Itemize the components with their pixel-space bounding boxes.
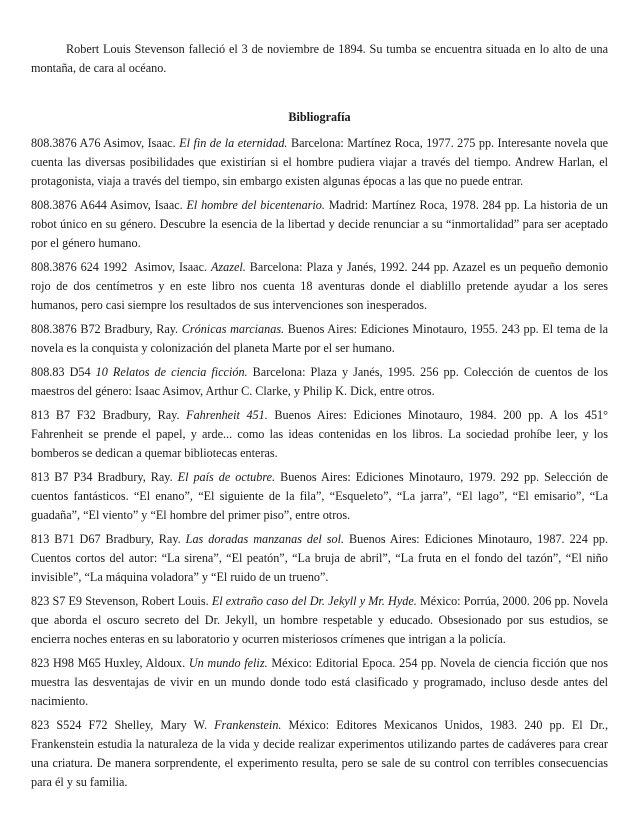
entry-title: El extraño caso del Dr. Jekyll y Mr. Hyde. (211, 594, 417, 608)
entry-author: Bradbury, Ray. (102, 408, 180, 422)
bibliography-entry (31, 716, 608, 792)
entry-author: Asimov, Isaac. (103, 136, 176, 150)
call-number: 808.83 D54 (31, 365, 91, 379)
bibliography-entry (31, 196, 608, 253)
bibliography-entry (31, 654, 608, 711)
entry-description: Buenos Aires: Ediciones Minotauro, 1987. 224 pp. Cuentos cortos del autor: “La sirena”, “El peatón”, “La bruja de abril”, “La fruta en el fondo del tazón”, “El niño invisible”, “La máquina voladora” y “El ruido de un trueno”. (31, 532, 609, 584)
call-number: 813 B7 P34 (31, 470, 93, 484)
bibliography-entry (31, 363, 608, 401)
entry-description: Buenos Aires: Ediciones Minotauro, 1984. 200 pp. A los 451° Fahrenheit se prende el papel, y arde... como las ideas contenidas en los libros. La sociedad prohíbe leer, y los bomberos se dedican a quemar bibliotecas enteras. (31, 408, 609, 460)
entry-description: Buenos Aires: Ediciones Minotauro, 1979. 292 pp. Selección de cuentos fantásticos. “El enano”, “El siguiente de la fila”, “Esqueleto”, “La jarra”, “El lago”, “El emisario”, “La guadaña”, “El viento” y “El hombre del primer piso”, entre otros. (31, 470, 609, 522)
bibliography-entry (31, 134, 608, 191)
entry-description: México: Porrúa, 2000. 206 pp. Novela que aborda el oscuro secreto del Dr. Jekyll, un hombre respetable y educado. Obsesionado por sus estudios, se encierra noches enteras en su laboratorio y ocurren misteriosos crímenes que intrigan a la policía. (31, 594, 609, 646)
entry-title: El hombre del bicentenario. (186, 198, 325, 212)
bibliography-entry (31, 406, 608, 463)
intro-paragraph: Robert Louis Stevenson falleció el 3 de noviembre de 1894. Su tumba se encuentra situada en lo alto de una montaña, de cara al océano. (31, 42, 608, 75)
entry-title: El fin de la eternidad. (179, 136, 288, 150)
bibliography-entry (31, 258, 608, 315)
entry-author: Huxley, Aldoux. (104, 656, 186, 670)
entry-title: Las doradas manzanas del sol. (185, 532, 345, 546)
entry-author: Stevenson, Robert Louis. (85, 594, 209, 608)
entry-title: El país de octubre. (177, 470, 276, 484)
entry-title: Crónicas marcianas. (181, 322, 285, 336)
call-number: 823 S7 E9 (31, 594, 83, 608)
entry-title: Fahrenheit 451. (186, 408, 268, 422)
call-number: 808.3876 B72 (31, 322, 101, 336)
entry-author: Asimov, Isaac. (134, 260, 208, 274)
entry-description: Buenos Aires: Ediciones Minotauro, 1955. 243 pp. El tema de la novela es la conquista y colonización del planeta Marte por el ser humano. (31, 322, 609, 355)
call-number: 808.3876 624 1992 (31, 260, 128, 274)
bibliography-entry (31, 320, 608, 358)
bibliography-entry (31, 468, 608, 525)
entry-title: Frankenstein. (214, 718, 282, 732)
entry-author: Shelley, Mary W. (114, 718, 208, 732)
bibliography-heading: Bibliografía (288, 110, 351, 124)
entry-description: Barcelona: Martínez Roca, 1977. 275 pp. Interesante novela que cuenta las diversas posibilidades que existirían si el hombre pudiera viajar a través del tiempo. Andrew Harlan, el protagonista, viaja a través del tiempo, sin embargo existen algunas épocas a las que no puede entrar. (31, 136, 609, 188)
entry-description: México: Editores Mexicanos Unidos, 1983. 240 pp. El Dr., Frankenstein estudia la naturaleza de la vida y decide realizar experimentos utilizando partes de cadáveres para crear una criatura. De manera sorprendente, el experimento resulta, pero se sale de su control con terribles consecuencias para él y su familia. (31, 718, 609, 789)
call-number: 823 S524 F72 (31, 718, 108, 732)
entry-title: Un mundo feliz. (188, 656, 268, 670)
entry-description: Barcelona: Plaza y Janés, 1995. 256 pp. Colección de cuentos de los maestros del género: Isaac Asimov, Arthur C. Clarke, y Philip K. Dick, entre otros. (31, 365, 608, 398)
entry-author: Bradbury, Ray. (97, 470, 173, 484)
call-number: 813 B7 F32 (31, 408, 96, 422)
entry-description: Barcelona: Plaza y Janés, 1992. 244 pp. Azazel es un pequeño demonio rojo de dos centímetros y en este libro nos cuenta 18 aventuras donde el diablillo pretende ayudar a los seres humanos, pero casi siempre los resultados de sus intervenciones son inesperados. (31, 260, 608, 312)
entry-description: México: Editorial Epoca. 254 pp. Novela de ciencia ficción que nos muestra las desventajas de vivir en un mundo donde todo está clasificado y programado, incluso desde antes del nacimiento. (31, 656, 609, 708)
entry-description: Madrid: Martínez Roca, 1978. 284 pp. La historia de un robot único en su género. Descubre la esencia de la libertad y decide renunciar a su “inmortalidad” para ser aceptado por el género humano. (31, 198, 609, 250)
entry-author: Asimov, Isaac. (110, 198, 183, 212)
bibliography-entry (31, 530, 608, 587)
entry-author: Bradbury, Ray. (105, 532, 181, 546)
call-number: 808.3876 A644 (31, 198, 107, 212)
entry-author: Bradbury, Ray. (104, 322, 179, 336)
entry-title: Azazel. (210, 260, 246, 274)
call-number: 823 H98 M65 (31, 656, 101, 670)
call-number: 808.3876 A76 (31, 136, 101, 150)
call-number: 813 B71 D67 (31, 532, 101, 546)
bibliography-entry (31, 592, 608, 649)
entry-title: 10 Relatos de ciencia ficción. (95, 365, 248, 379)
